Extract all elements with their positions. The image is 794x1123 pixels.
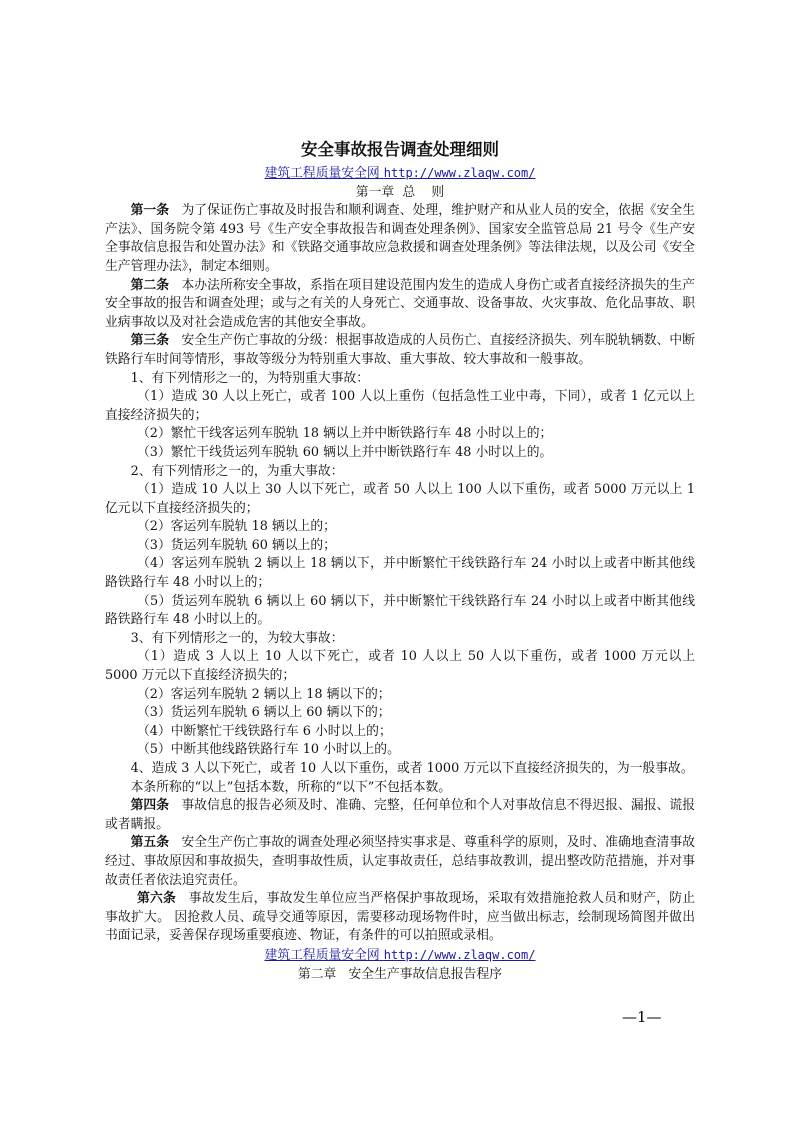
- article-6: [105, 890, 695, 946]
- site-link-url[interactable]: http://www.zlaqw.com/: [383, 166, 536, 180]
- document-title: 安全事故报告调查处理细则: [301, 140, 499, 159]
- chapter-heading-2: 第二章 安全生产事故信息报告程序: [297, 966, 503, 982]
- site-link[interactable]: [105, 164, 695, 184]
- article-4-label: 第四条: [130, 798, 170, 814]
- grade-3-heading: 3、有下列情形之一的，为较大事故：: [130, 630, 344, 646]
- grade-2-item-3: （3）货运列车脱轨 60 辆以上的；: [137, 537, 336, 553]
- grade-3-item-2: （2）客运列车脱轨 2 辆以上 18 辆以下的；: [137, 686, 391, 702]
- article-3: [105, 332, 695, 369]
- grade-2-item-5: （5）货运列车脱轨 6 辆以上 60 辆以下，并中断繁忙干线铁路行车 24 小时以上或者中断其他线路铁路行车 48 小时以上的。: [105, 593, 695, 628]
- grade-2-item-2: （2）客运列车脱轨 18 辆以上的；: [137, 519, 336, 535]
- grade-3-item-5: （5）中断其他线路铁路行车 10 小时以上的。: [137, 742, 400, 758]
- article-5: [105, 834, 695, 890]
- article-1-label: 第一条: [130, 203, 170, 219]
- article-5-text: 安全生产伤亡事故的调查处理必须坚持实事求是、尊重科学的原则，及时、准确地查清事故经过、事故原因和事故损失，查明事故性质，认定事故责任，总结事故教训，提出整改防范措施，并对事故责任者依法追究责任。: [105, 835, 696, 888]
- chapter-heading-1: 第一章 总 则: [355, 184, 445, 200]
- document-page: [105, 138, 695, 984]
- range-note: 本条所称的“以上”包括本数，所称的“以下”不包括本数。: [130, 779, 452, 795]
- grade-1-item-1: （1）造成 30 人以上死亡，或者 100 人以上重伤（包括急性工业中毒，下同），或者 1 亿元以上直接经济损失的；: [105, 389, 695, 423]
- site-link-footer-url[interactable]: http://www.zlaqw.com/: [383, 947, 536, 962]
- article-2-label: 第二条: [130, 277, 170, 293]
- site-link-footer-name[interactable]: 建筑工程质量安全网: [264, 947, 380, 963]
- article-6-label: 第六条: [137, 891, 176, 907]
- article-5-label: 第五条: [130, 835, 170, 851]
- grade-2-heading: 2、有下列情形之一的，为重大事故：: [130, 463, 344, 479]
- article-6-text: 事故发生后，事故发生单位应当严格保护事故现场，采取有效措施抢救人员和财产，防止事故扩大。 因抢救人员、疏导交通等原因，需要移动现场物件时，应当做出标志，绘制现场简图并做出书面记录，妥善保存现场重要痕迹、物证，有条件的可以拍照或录相。: [105, 891, 696, 944]
- grade-3-item-1: （1）造成 3 人以上 10 人以下死亡，或者 10 人以上 50 人以下重伤，或者 1000 万元以上 5000 万元以下直接经济损失的；: [105, 649, 695, 684]
- article-4: [105, 797, 695, 834]
- grade-1-item-3: （3）繁忙干线货运列车脱轨 60 辆以上并中断铁路行车 48 小时以上的。: [137, 444, 553, 460]
- article-1: [105, 202, 695, 276]
- grade-1-item-2: （2）繁忙干线客运列车脱轨 18 辆以上并中断铁路行车 48 小时以上的；: [137, 426, 553, 442]
- article-3-label: 第三条: [130, 333, 170, 349]
- article-3-text: 安全生产伤亡事故的分级：根据事故造成的人员伤亡、直接经济损失、列车脱轨辆数、中断铁路行车时间等情形，事故等级分为特别重大事故、重大事故、较大事故和一般事故。: [105, 333, 696, 367]
- page-number: —1—: [622, 1008, 662, 1026]
- article-2-text: 本办法所称安全事故，系指在项目建设范围内发生的造成人身伤亡或者直接经济损失的生产安全事故的报告和调查处理；或与之有关的人身死亡、交通事故、设备事故、火灾事故、危化品事故、职业病事故以及对社会造成危害的其他安全事故。: [105, 277, 696, 330]
- article-4-text: 事故信息的报告必须及时、准确、完整，任何单位和个人对事故信息不得迟报、漏报、谎报或者瞒报。: [105, 798, 696, 832]
- article-2: [105, 277, 695, 333]
- site-link-name[interactable]: 建筑工程质量安全网: [264, 166, 380, 181]
- grade-1-heading: 1、有下列情形之一的，为特别重大事故：: [130, 370, 370, 386]
- grade-2-item-1: （1）造成 10 人以上 30 人以下死亡，或者 50 人以上 100 人以下重伤，或者 5000 万元以上 1 亿元以下直接经济损失的；: [105, 482, 695, 516]
- grade-2-item-4: （4）客运列车脱轨 2 辆以上 18 辆以下，并中断繁忙干线铁路行车 24 小时以上或者中断其他线路铁路行车 48 小时以上的；: [105, 556, 695, 591]
- article-1-text: 为了保证伤亡事故及时报告和顺利调查、处理，维护财产和从业人员的安全，依据《安全生产法》、国务院令第 493 号《生产安全事故报告和调查处理条例》、国家安全监管总局 21 号令《生产安全事故信息报告和处置办法》和《铁路交通事故应急救援和调查处理条例》等法律法规，以及公司《安全生产管理办法》，制定本细则。: [105, 203, 696, 274]
- site-link-footer[interactable]: [105, 946, 695, 966]
- grade-3-item-4: （4）中断繁忙干线铁路行车 6 小时以上的；: [137, 723, 392, 739]
- grade-4: 4、造成 3 人以下死亡，或者 10 人以下重伤，或者 1000 万元以下直接经济损失的，为一般事故。: [130, 761, 694, 776]
- grade-3-item-3: （3）货运列车脱轨 6 辆以上 60 辆以下的；: [137, 705, 391, 721]
